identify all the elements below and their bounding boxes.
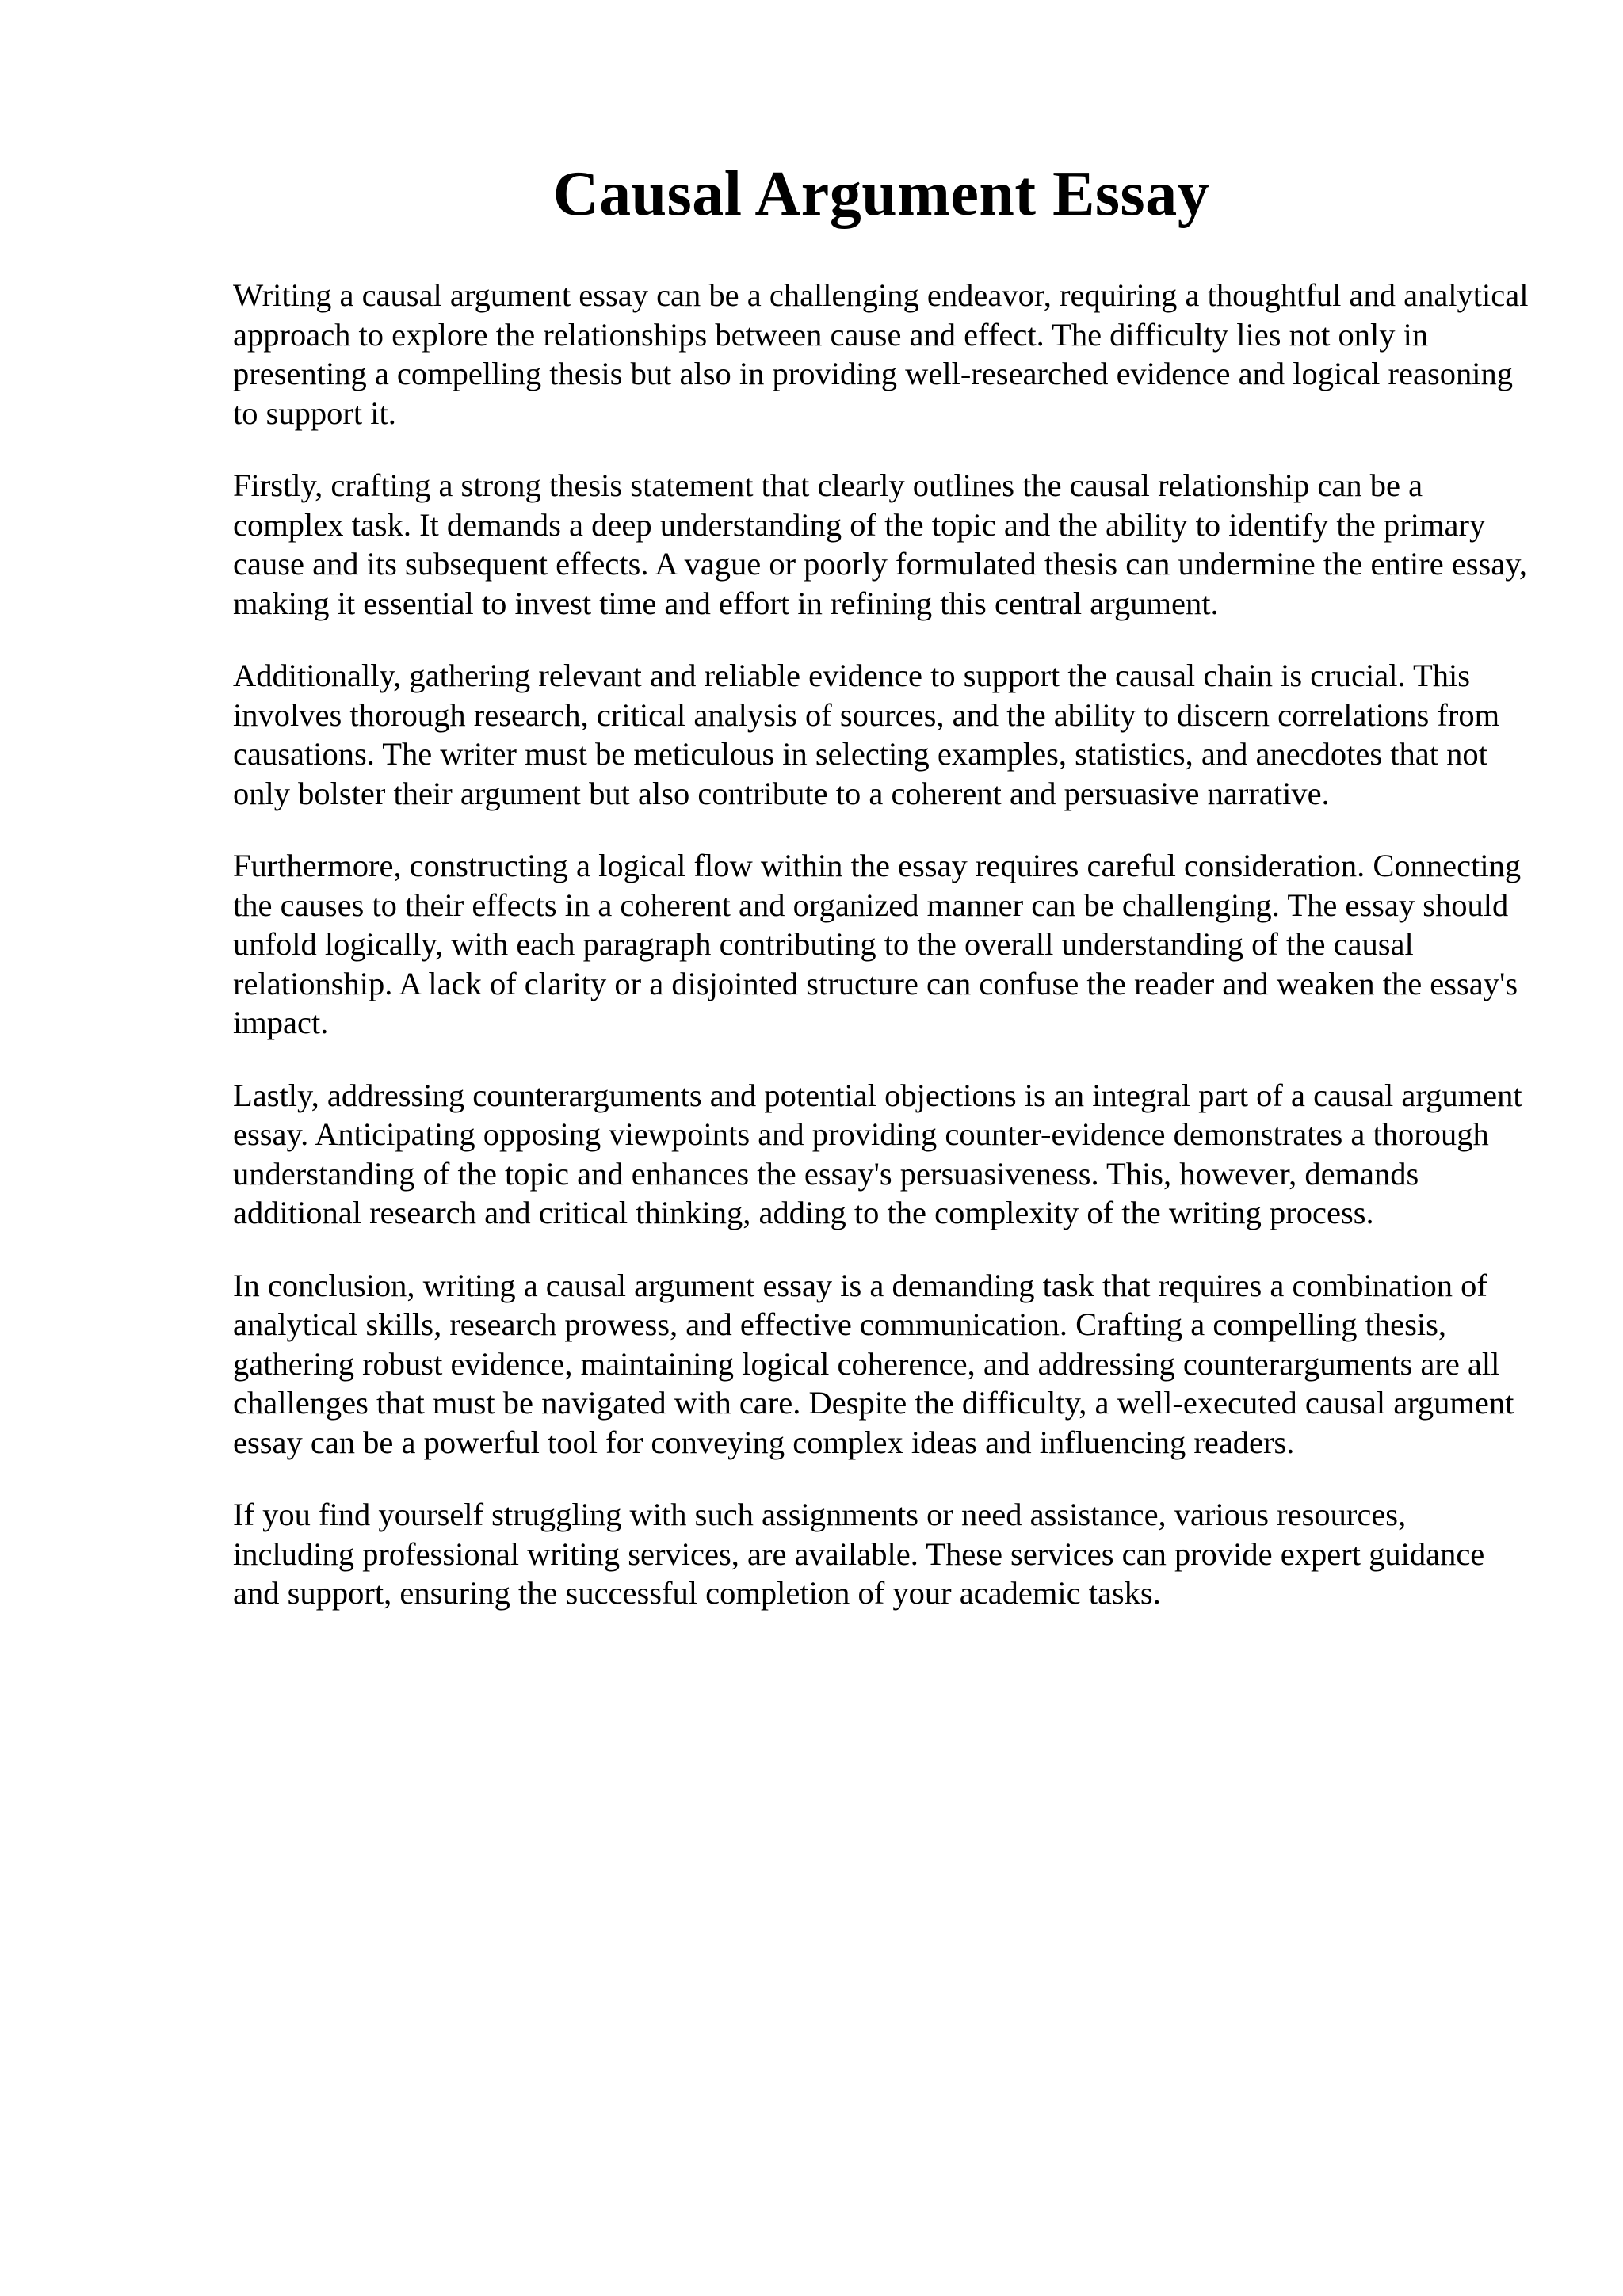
paragraph-logical-flow: Furthermore, constructing a logical flow within the essay requires careful consideration. Connecting the causes to their effects in a coherent and organized manner can be challenging. The essay should unfold logically, with each paragraph contributing to the overall understanding of the causal relationship. A lack of clarity or a disjointed structure can confuse the reader and weaken the essay's impact. — [233, 848, 1522, 1040]
paragraph-counterarguments: Lastly, addressing counterarguments and potential objections is an integral part of a causal argument essay. Anticipating opposing viewpoints and providing counter-evidence demonstrates a thorough understanding of the topic and enhances the essay's persuasiveness. This, however, demands additional research and critical thinking, adding to the complexity of the writing process. — [233, 1077, 1522, 1230]
paragraph-thesis: Firstly, crafting a strong thesis statement that clearly outlines the causal relationship can be a complex task. It demands a deep understanding of the topic and the ability to identify the primary cause and its subsequent effects. A vague or poorly formulated thesis can undermine the entire essay, making it essential to invest time and effort in refining this central argument. — [233, 467, 1528, 621]
paragraph-conclusion: In conclusion, writing a causal argument essay is a demanding task that requires a combination of analytical skills, research prowess, and effective communication. Crafting a compelling thesis, gathering robust evidence, maintaining logical coherence, and addressing counterarguments are all challenges that must be navigated with care. Despite the difficulty, a well-executed causal argument essay can be a powerful tool for conveying complex ideas and influencing readers. — [233, 1267, 1514, 1460]
paragraph-assistance: If you find yourself struggling with such assignments or need assistance, various resources, including professional writing services, are available. These services can provide expert guidance and support, ensuring the successful completion of your academic tasks. — [233, 1497, 1485, 1611]
paragraph-evidence: Additionally, gathering relevant and reliable evidence to support the causal chain is crucial. This involves thorough research, critical analysis of sources, and the ability to discern correlations from causations. The writer must be meticulous in selecting examples, statistics, and anecdotes that not only bolster their argument but also contribute to a coherent and persuasive narrative. — [233, 658, 1500, 811]
paragraph-intro: Writing a causal argument essay can be a challenging endeavor, requiring a thoughtful and analytical approach to explore the relationships between cause and effect. The difficulty lies not only in presenting a compelling thesis but also in providing well-researched evidence and logical reasoning to support it. — [233, 277, 1529, 431]
document-body — [233, 151, 1529, 1646]
document-title: Causal Argument Essay — [552, 159, 1210, 229]
